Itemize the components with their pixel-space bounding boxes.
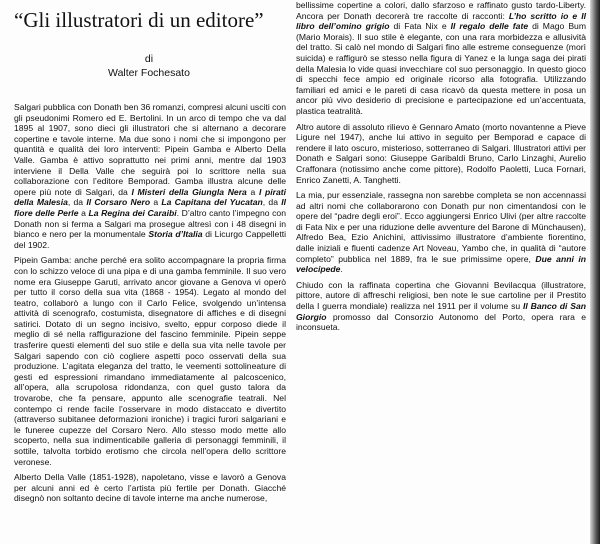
page-edge-shadow xyxy=(590,0,600,544)
book-title: Il Corsaro Nero xyxy=(86,197,151,208)
paragraph xyxy=(14,102,286,250)
book-title: Storia d’Italia xyxy=(148,229,203,240)
text-run: promosso dal Consorzio Autonomo del Porto, opera rara e inconsueta. xyxy=(296,311,586,333)
paragraph xyxy=(14,472,286,504)
book-title: Il fiore delle Perle xyxy=(14,197,287,218)
book-title: La Capitana del Yucatan xyxy=(161,197,263,208)
text-run: La mia, pur essenziale, rassegna non sarebbe completa se non accennassi ad altri nomi che collaborarono con Donath pur non cimentandosi con le opere del “padre degli eroi”. Ecco aggiungersi Enrico Ulivi (per altre raccolte di Fata Nix e per una riduzione delle avventure del Barone di Münchausen), Alfredo Bea, Ezio Anichini, attivissimo illustratore d’ambiente fiorentino, dalle iniziali e fluenti cadenze Art Noveau, Yambo che, in qualità di “autore completo” pubblica nel 1889, fra le sue primissime opere, xyxy=(296,190,586,264)
text-run: Alberto Della Valle (1851-1928), napoletano, visse e lavorò a Genova per alcuni anni ed è certo l’artista più fertile per Donath. Giacché disegnò non soltanto decine di tavole interne ma anche numerose, xyxy=(14,472,286,504)
text-run: a xyxy=(78,207,89,218)
paragraph xyxy=(296,122,586,186)
text-run: a xyxy=(246,186,259,197)
text-run: di Mago Bum (Mario Morais). Il suo stile è elegante, con una rara morbidezza e allusività del tratto. Si calò nel mondo di Salgari fino alle estreme conseguenze (morì suicida) e raffigurò se stesso nella figura di Yanez e la lunga saga dei pirati della Malesia lo vide quasi invecchiare col suo personaggio. In questo gioco di specchi fece ampio ed originale ricorso alla fotografia. Utilizzando familiari ed amici e le pareti di casa ricavò da questa mettere in posa un ancor più vivo desiderio di precisione e partecipazione ed un’accentuata, plastica teatralità. xyxy=(296,21,586,116)
book-title: I pirati della Malesia xyxy=(14,186,286,208)
byline-di: di xyxy=(144,53,154,65)
book-title: Il regalo delle fate xyxy=(450,21,529,32)
book-title: La Regina dei Caraibi xyxy=(88,207,177,218)
paragraph xyxy=(14,255,286,467)
text-run: di Licurgo Cappelletti del 1902. xyxy=(14,229,287,250)
book-title: Due anni in velocipede xyxy=(296,253,586,275)
column-left xyxy=(14,102,286,509)
paragraph xyxy=(296,280,586,333)
text-run: Pipein Gamba: anche perché era solito accompagnare la propria firma con lo schizzo veloce di una pipa e di una gamba femminile. Il suo vero nome era Giuseppe Garuti, arrivato ancor giovane a Genova vi operò per tutto il corso della sua vita (1868 - 1954). Legato al mondo del teatro, collaborò a lungo con il Carlo Felice, svolgendo un’intensa attività di scenografo, costumista, disegnatore di affiches e di disegni satirici. Dotato di un segno incisivo, svelto, eppur corposo diede il meglio di sé nella raffigurazione del fascino femminile. Pipein seppe trasferire questi elementi del suo stile e della sua vita nelle tavole per Salgari sapendo con ciò cogliere aspetti poco osservati della sua produzione. L’agitata eleganza del tratto, le veementi sottolineature di gesti ed espressioni rimandano immediatamente al palcoscenico, all’opera, alla scrupolosa ridondanza, con quel gusto talora da trovarobe, che fa pensare, appunto alle scenografie teatrali. Nel contempo ci rende facile l’osservare in modo distaccato e divertito (attraverso subitanee deformazioni ironiche) i tragici furori salgariani e le funeree cupezze del Corsaro Nero. Allo stesso modo mette allo scoperto, nella sua indimenticabile galleria di personaggi femminili, il sottile, talvolta torbido erotismo che circola nell’opera dello scrittore veronese. xyxy=(14,255,286,467)
book-title: I Misteri della Giungla Nera xyxy=(131,186,247,197)
article-title: “Gli illustratori di un editore” xyxy=(14,8,264,32)
byline xyxy=(14,52,284,80)
text-run: , da xyxy=(67,197,87,208)
book-title: Il Banco di San Giorgio xyxy=(296,301,586,322)
author-name: Walter Fochesato xyxy=(108,67,190,79)
paragraph xyxy=(296,190,586,275)
text-run: . xyxy=(340,264,343,275)
text-run: bellissime copertine a colori, dallo sfarzoso e raffinato gusto tardo-Liberty. Ancora per Donath decorerà tre raccolte di racconti: xyxy=(296,0,586,21)
paragraph xyxy=(296,0,586,117)
text-run: Salgari pubblica con Donath ben 36 romanzi, compresi alcuni usciti con gli pseudonimi Romero ed E. Bertolini. In un arco di tempo che va dal 1895 al 1907, sono dieci gli illustratori che si alternano a decorare copertine e tavole interne. Ma due sono i nomi che si impongono per quantità e qualità dei loro interventi: Pipein Gamba e Alberto Della Valle. Gamba è attivo soprattutto nei primi anni, mentre dal 1903 interviene il Della Valle che seguirà poi lo scrittore nella sua collaborazione con l’editore Bemporad. Gamba illustra alcune delle opere più note di Salgari, da xyxy=(14,102,286,197)
column-right xyxy=(296,0,586,338)
text-run: Chiudo con la raffinata copertina che Giovanni Bevilacqua (illustratore, pittore, autore di affreschi religiosi, ben note le sue cartoline per il Prestito della I guerra mondiale) realizza nel 1911 per il volume su xyxy=(296,279,586,312)
text-run: . D’altro canto l’impegno con Donath non si ferma a Salgari ma prosegue altresì con i 48 disegni in bianco e nero per la monumentale xyxy=(14,207,286,240)
text-run: Altro autore di assoluto rilievo è Gennaro Amato (morto novantenne a Pieve Ligure nel 1947), anche lui attivo in seguito per Bemporad e capace di rendere il lato oscuro, misterioso, sotterraneo di Salgari. Illustratori attivi per Donath e Salgari sono: Giuseppe Garibaldi Bruno, Carlo Linzaghi, Aurelio Craffonara (notissimo anche come pittore), Rodolfo Paoletti, Luca Fornari, Enrico Zanetti, A. Tanghetti. xyxy=(296,121,586,185)
text-run: di Fata Nix e xyxy=(389,21,451,32)
book-title: L’ho scritto io e Il libro dell’omino grigio xyxy=(296,10,586,32)
text-run: a xyxy=(150,197,162,208)
text-run: , da xyxy=(262,197,282,208)
